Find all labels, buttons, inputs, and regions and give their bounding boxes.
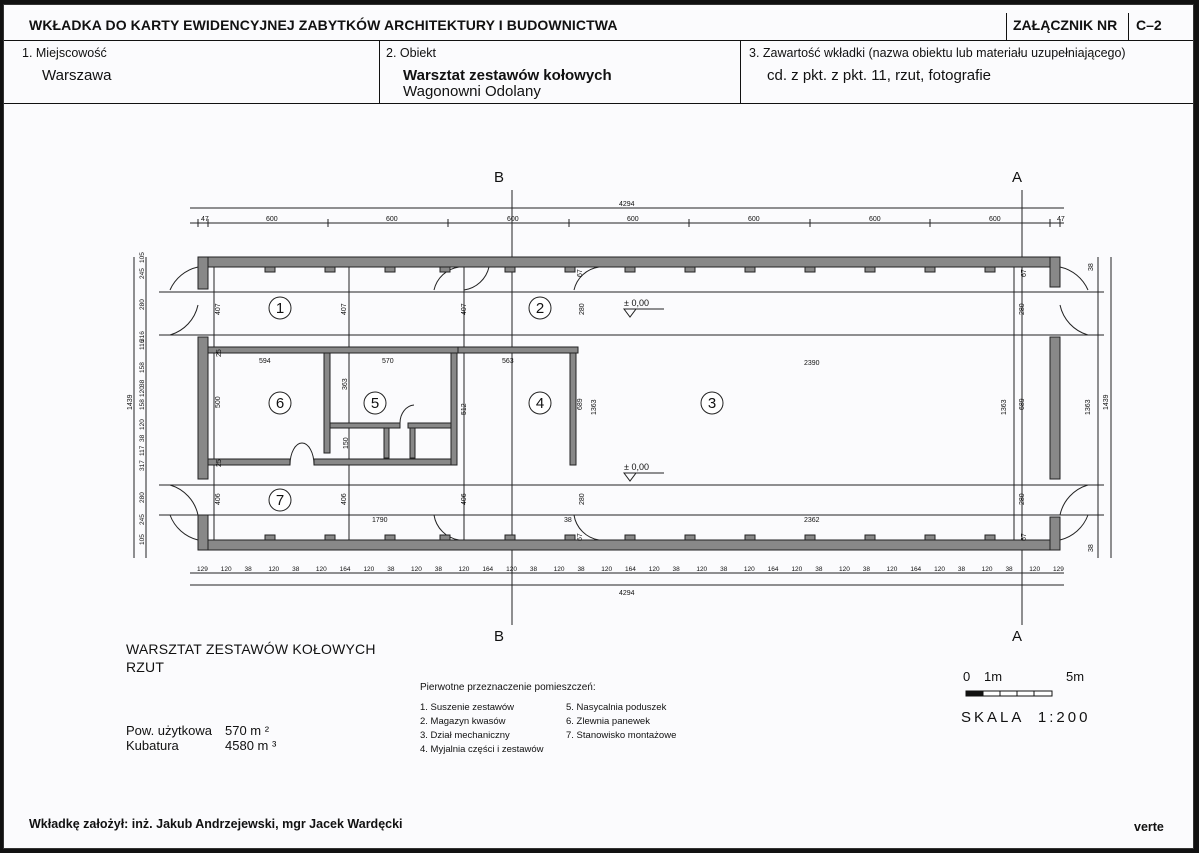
dim-38: 38 <box>1088 263 1095 271</box>
north-pillar <box>325 267 335 272</box>
top-dimension-label: 600 <box>507 216 519 223</box>
bottom-dimension-label: 38 <box>720 566 728 573</box>
south-pillar <box>865 535 875 540</box>
usable-area-value: 570 m ² <box>225 723 270 738</box>
bottom-dimension-label: 164 <box>767 566 779 573</box>
bottom-dimension-label: 120 <box>1029 566 1041 573</box>
bottom-dimension-label: 120 <box>886 566 898 573</box>
left-dimension-label: 158 <box>139 362 146 373</box>
room-number: 1 <box>275 300 285 317</box>
south-pillar <box>985 535 995 540</box>
legend-item: 3. Dział mechaniczny <box>420 730 510 741</box>
dim-1363: 1363 <box>1085 399 1092 415</box>
left-dimension-label: 280 <box>139 492 146 503</box>
bottom-dimension-label: 120 <box>458 566 470 573</box>
top-dimension-label: 600 <box>989 216 1001 223</box>
dim-280: 280 <box>579 493 586 505</box>
legend-item: 7. Stanowisko montażowe <box>566 730 677 741</box>
partition-wall <box>451 353 457 465</box>
gate-arc <box>1060 267 1088 290</box>
bottom-dimension-label: 120 <box>506 566 517 573</box>
bottom-dimension-label: 38 <box>1005 566 1013 573</box>
dim-406: 406 <box>341 493 348 505</box>
legend-item: 2. Magazyn kwasów <box>420 716 506 727</box>
partition-wall <box>384 428 389 458</box>
room-number: 2 <box>535 300 545 317</box>
bottom-dimension-label: 164 <box>339 566 351 573</box>
partition-wall <box>314 459 451 465</box>
dim-406: 406 <box>461 493 468 505</box>
left-dimension-label: 38 <box>139 434 146 442</box>
north-wall <box>198 257 1060 267</box>
south-pillar <box>745 535 755 540</box>
partition-wall <box>324 353 330 453</box>
bottom-dimension-label: 164 <box>625 566 636 573</box>
north-pillar <box>805 267 815 272</box>
left-dimension-label: 38 <box>139 379 146 387</box>
legend-item: 6. Zlewnia panewek <box>566 716 650 727</box>
bottom-dimension-label: 129 <box>1053 566 1064 573</box>
bottom-dimension-label: 38 <box>815 566 823 573</box>
left-dimension-label: 280 <box>139 299 146 310</box>
level-mark <box>624 473 636 481</box>
dim-363: 363 <box>342 378 349 390</box>
legend-item: 4. Myjalnia części i zestawów <box>420 744 544 755</box>
bottom-dimension-label: 120 <box>411 566 422 573</box>
bottom-dimension-label: 120 <box>839 566 850 573</box>
dim-512: 512 <box>461 403 468 415</box>
south-pillar <box>625 535 635 540</box>
top-total-dimension: 4294 <box>619 201 635 208</box>
left-dimension-label: 245 <box>139 514 146 525</box>
left-total-dimension: 1439 <box>127 394 134 410</box>
west-wall-middle <box>198 337 208 479</box>
dim-1790: 1790 <box>372 517 388 524</box>
scale-bar <box>966 691 1052 696</box>
level-label-top: ± 0,00 <box>624 298 649 308</box>
gate-arc <box>170 515 198 540</box>
partition-wall <box>410 428 415 458</box>
annex-number: C–2 <box>1136 17 1162 33</box>
bottom-dimension-label: 38 <box>244 566 252 573</box>
north-pillar <box>385 267 395 272</box>
south-pillar <box>925 535 935 540</box>
dim-150: 150 <box>343 437 350 449</box>
bottom-dimension-label: 129 <box>197 566 208 573</box>
dim-1363: 1363 <box>1001 399 1008 415</box>
east-wall-upper <box>1050 257 1060 287</box>
dim-594: 594 <box>259 358 271 365</box>
bottom-dimension-label: 164 <box>910 566 922 573</box>
dim-67: 67 <box>577 269 584 277</box>
east-wall-middle <box>1050 337 1060 479</box>
dim-25: 25 <box>216 459 223 467</box>
bottom-dimension-label: 38 <box>529 566 538 573</box>
scale-zero: 0 <box>963 669 971 684</box>
partition-wall <box>208 347 458 353</box>
dim-25: 25 <box>216 349 223 357</box>
gate-arc <box>170 305 198 335</box>
section-label-b-top: B <box>494 169 505 186</box>
door-arc <box>400 405 414 423</box>
volume-value: 4580 m ³ <box>225 738 277 753</box>
north-pillar <box>440 267 450 272</box>
field-object-label: 2. Obiekt <box>386 46 437 60</box>
south-pillar <box>505 535 515 540</box>
left-dimension-label: 158 <box>139 399 146 410</box>
gate-arc <box>170 485 198 515</box>
partition-wall <box>458 347 578 353</box>
partition-wall <box>570 353 576 465</box>
bottom-dimension-label: 38 <box>957 566 966 573</box>
dim-407: 407 <box>461 303 468 315</box>
north-pillar <box>565 267 575 272</box>
dim-563: 563 <box>502 358 514 365</box>
left-dimension-label: 105 <box>139 534 146 545</box>
dim-38: 38 <box>564 517 572 524</box>
south-pillar <box>565 535 575 540</box>
volume-label: Kubatura <box>126 738 179 753</box>
south-pillar <box>685 535 695 540</box>
left-dimension-label: 317 <box>139 460 146 471</box>
top-dimension-label: 600 <box>266 216 278 223</box>
room-number: 4 <box>535 395 545 412</box>
top-dimension-label: 600 <box>748 216 760 223</box>
scale-five-meters: 5m <box>1066 669 1085 684</box>
bottom-dimension-label: 120 <box>743 566 755 573</box>
dim-689: 689 <box>1019 398 1026 410</box>
dim-500: 500 <box>215 396 222 408</box>
top-dimension-label: 600 <box>869 216 881 223</box>
section-label-b-bottom: B <box>494 628 505 645</box>
dim-407: 407 <box>215 303 222 315</box>
dim-2362: 2362 <box>804 517 820 524</box>
dim-67: 67 <box>1021 269 1028 277</box>
document-sheet <box>3 4 1194 849</box>
bottom-dimension-label: 120 <box>220 566 232 573</box>
drawing-caption-title: WARSZTAT ZESTAWÓW KOŁOWYCH <box>126 641 376 657</box>
bottom-dimension-label: 38 <box>434 566 443 573</box>
verte-label: verte <box>1134 820 1164 834</box>
north-pillar <box>745 267 755 272</box>
room-number: 3 <box>707 395 717 412</box>
top-dimension-label: 47 <box>1057 216 1065 223</box>
north-pillar <box>925 267 935 272</box>
dim-67: 67 <box>1021 533 1028 541</box>
bottom-dimension-label: 120 <box>791 566 803 573</box>
level-mark <box>624 309 636 317</box>
south-pillar <box>265 535 275 540</box>
annex-label: ZAŁĄCZNIK NR <box>1013 17 1118 33</box>
south-pillar <box>385 535 395 540</box>
bottom-dimension-label: 120 <box>553 566 565 573</box>
legend-item: 5. Nasycalnia poduszek <box>566 702 667 713</box>
gate-arc <box>170 267 198 290</box>
room-number: 6 <box>275 395 285 412</box>
bottom-dimension-label: 120 <box>363 566 375 573</box>
dim-570: 570 <box>382 358 394 365</box>
field-content-label: 3. Zawartość wkładki (nazwa obiektu lub materiału uzupełniającego) <box>749 46 1126 60</box>
top-dimension-label: 47 <box>201 216 209 223</box>
bottom-dimension-label: 120 <box>601 566 613 573</box>
bottom-dimension-label: 120 <box>981 566 993 573</box>
level-label-bottom: ± 0,00 <box>624 462 649 472</box>
scale-one-meter: 1m <box>984 669 1003 684</box>
west-wall-lower <box>198 515 208 550</box>
dim-407: 407 <box>341 303 348 315</box>
gate-arc <box>1060 485 1088 515</box>
left-dimension-label: 316 <box>139 331 146 342</box>
section-label-a-bottom: A <box>1012 628 1023 645</box>
left-dimension-label: 120 <box>139 419 146 430</box>
dim-38: 38 <box>1088 544 1095 552</box>
left-dimension-label: 120 <box>139 386 146 397</box>
top-dimension-label: 600 <box>386 216 398 223</box>
bottom-dimension-label: 120 <box>315 566 327 573</box>
bottom-dimension-label: 120 <box>696 566 708 573</box>
bottom-dimension-label: 38 <box>292 566 300 573</box>
dim-67: 67 <box>577 533 584 541</box>
field-object-name: Warsztat zestawów kołowych <box>403 67 612 84</box>
south-pillar <box>325 535 335 540</box>
partition-wall <box>330 423 400 428</box>
bottom-dimension-label: 38 <box>862 566 871 573</box>
field-place-value: Warszawa <box>42 67 112 84</box>
dim-406: 406 <box>215 493 222 505</box>
field-object-sub: Wagonowni Odolany <box>403 83 541 100</box>
usable-area-label: Pow. użytkowa <box>126 723 212 738</box>
dim-689: 689 <box>577 398 584 410</box>
bottom-dimension-label: 120 <box>648 566 660 573</box>
drawing-caption-subtitle: RZUT <box>126 659 165 675</box>
bottom-dimension-label: 38 <box>387 566 395 573</box>
dim-2390: 2390 <box>804 360 820 367</box>
door-arc <box>464 267 489 290</box>
author-line: Wkładkę założył: inż. Jakub Andrzejewski, mgr Jacek Wardęcki <box>29 817 403 831</box>
bottom-total-dimension: 4294 <box>619 590 635 597</box>
south-pillar <box>440 535 450 540</box>
room-number: 7 <box>275 492 285 509</box>
north-pillar <box>265 267 275 272</box>
bottom-dimension-label: 120 <box>268 566 280 573</box>
gate-arc <box>1060 305 1088 335</box>
left-dimension-label: 105 <box>139 252 146 263</box>
field-place-label: 1. Miejscowość <box>22 46 107 60</box>
bottom-dimension-label: 120 <box>934 566 945 573</box>
gate-arc <box>1060 515 1088 540</box>
bottom-dimension-label: 38 <box>672 566 680 573</box>
document-title: WKŁADKA DO KARTY EWIDENCYJNEJ ZABYTKÓW ARCHITEKTURY I BUDOWNICTWA <box>29 17 618 33</box>
room-number: 5 <box>370 395 380 412</box>
top-dimension-label: 600 <box>627 216 639 223</box>
dim-280: 280 <box>1019 303 1026 315</box>
bottom-dimension-label: 164 <box>482 566 494 573</box>
field-content-value: cd. z pkt. z pkt. 11, rzut, fotografie <box>767 67 991 84</box>
north-pillar <box>625 267 635 272</box>
left-dimension-label: 116 <box>139 339 146 350</box>
bottom-dimension-label: 38 <box>577 566 585 573</box>
south-wall <box>198 540 1060 550</box>
right-total-dimension: 1439 <box>1103 394 1110 410</box>
north-pillar <box>685 267 695 272</box>
dim-280: 280 <box>579 303 586 315</box>
door-arc <box>302 443 314 465</box>
legend-item: 1. Suszenie zestawów <box>420 702 514 713</box>
partition-wall <box>408 423 451 428</box>
north-pillar <box>985 267 995 272</box>
dim-1363: 1363 <box>591 399 598 415</box>
door-arc <box>290 443 302 465</box>
north-pillar <box>865 267 875 272</box>
east-wall-lower <box>1050 517 1060 550</box>
legend-title: Pierwotne przeznaczenie pomieszczeń: <box>420 682 596 693</box>
section-label-a-top: A <box>1012 169 1023 186</box>
dim-280: 280 <box>1019 493 1026 505</box>
left-dimension-label: 245 <box>139 268 146 279</box>
scale-label: SKALA 1:200 <box>961 709 1091 726</box>
west-wall-upper <box>198 257 208 289</box>
south-pillar <box>805 535 815 540</box>
left-dimension-label: 117 <box>139 445 146 456</box>
north-pillar <box>505 267 515 272</box>
